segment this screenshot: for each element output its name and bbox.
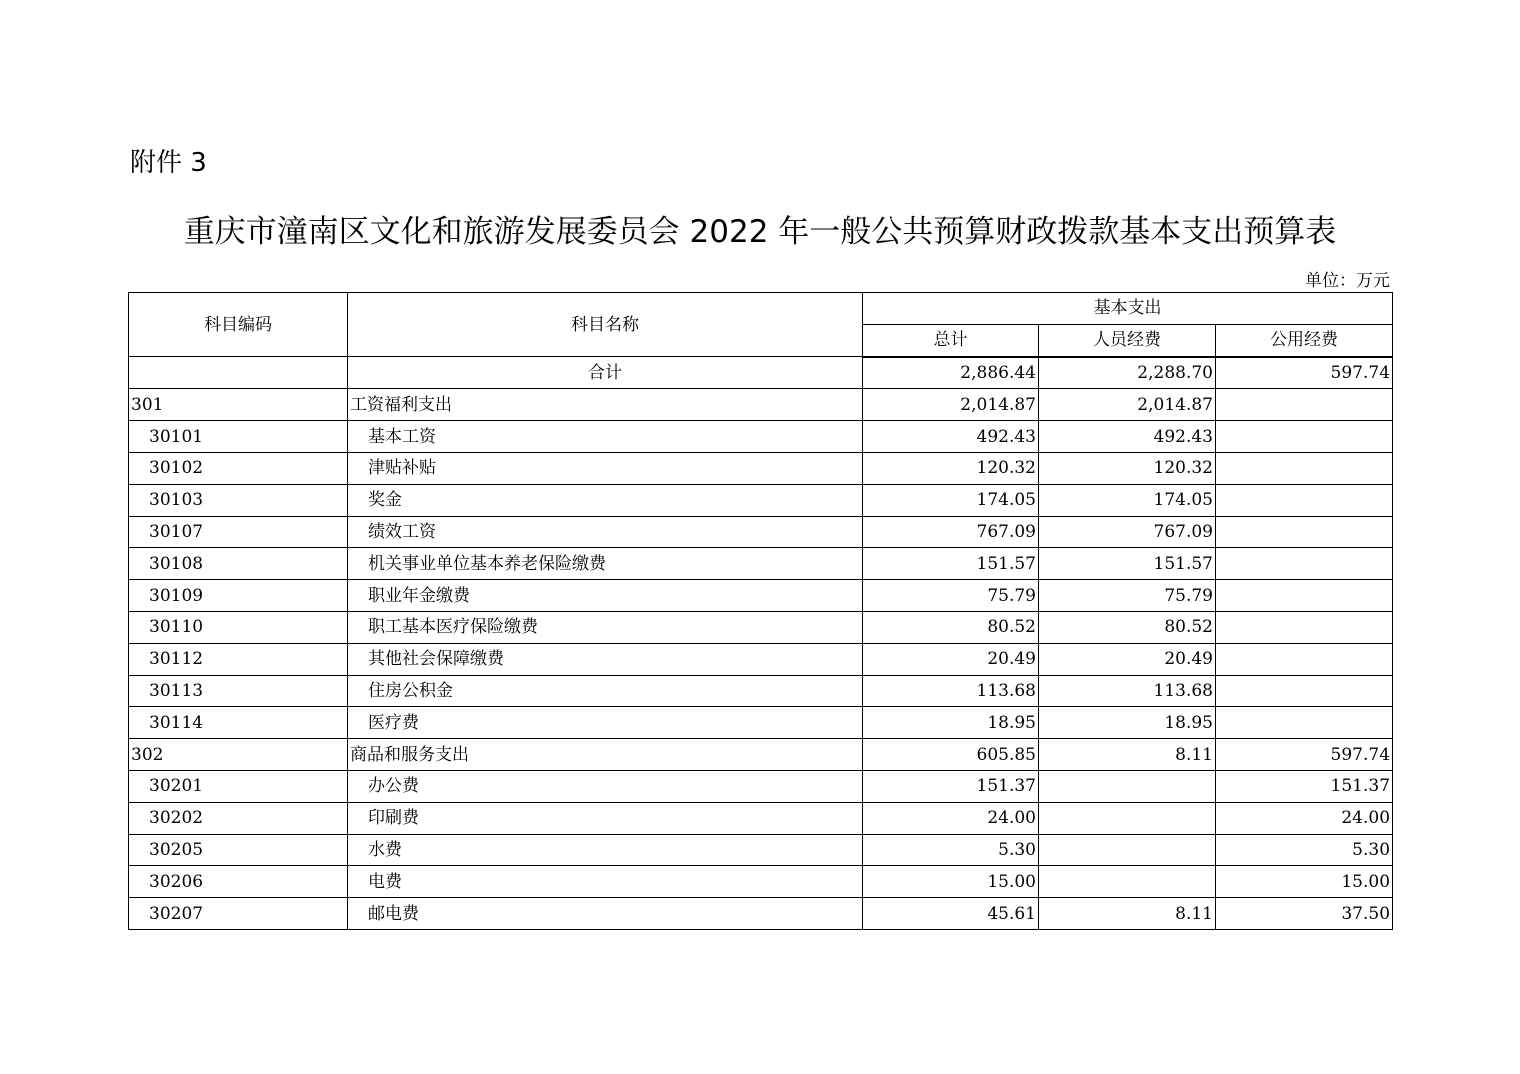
cell-total: 45.61 xyxy=(863,898,1039,930)
cell-personnel: 767.09 xyxy=(1039,516,1216,548)
cell-personnel: 174.05 xyxy=(1039,484,1216,516)
cell-name: 医疗费 xyxy=(348,707,863,739)
cell-personnel: 113.68 xyxy=(1039,675,1216,707)
header-code: 科目编码 xyxy=(129,293,348,357)
header-public: 公用经费 xyxy=(1216,324,1393,356)
cell-total: 24.00 xyxy=(863,802,1039,834)
cell-personnel: 2,288.70 xyxy=(1039,357,1216,389)
cell-personnel xyxy=(1039,802,1216,834)
cell-code: 30103 xyxy=(129,484,348,516)
cell-code: 30101 xyxy=(129,421,348,453)
cell-total: 113.68 xyxy=(863,675,1039,707)
cell-name: 合计 xyxy=(348,357,863,389)
unit-label: 单位：万元 xyxy=(1305,271,1390,291)
table-row xyxy=(129,866,1393,898)
table-row xyxy=(129,421,1393,453)
cell-personnel: 8.11 xyxy=(1039,898,1216,930)
cell-code: 30110 xyxy=(129,611,348,643)
table-row xyxy=(129,611,1393,643)
cell-public xyxy=(1216,452,1393,484)
table-row xyxy=(129,643,1393,675)
cell-name: 工资福利支出 xyxy=(348,389,863,421)
cell-name: 电费 xyxy=(348,866,863,898)
page-title: 重庆市潼南区文化和旅游发展委员会 2022 年一般公共预算财政拨款基本支出预算表 xyxy=(183,214,1337,250)
cell-total: 5.30 xyxy=(863,834,1039,866)
cell-personnel: 492.43 xyxy=(1039,421,1216,453)
header-name: 科目名称 xyxy=(348,293,863,357)
table-row xyxy=(129,802,1393,834)
cell-total: 492.43 xyxy=(863,421,1039,453)
cell-public: 15.00 xyxy=(1216,866,1393,898)
table-row xyxy=(129,707,1393,739)
cell-total: 605.85 xyxy=(863,739,1039,771)
cell-public: 37.50 xyxy=(1216,898,1393,930)
cell-total: 75.79 xyxy=(863,580,1039,612)
cell-personnel xyxy=(1039,834,1216,866)
table-row xyxy=(129,484,1393,516)
cell-code: 30207 xyxy=(129,898,348,930)
table-row xyxy=(129,389,1393,421)
table-row xyxy=(129,898,1393,930)
cell-personnel xyxy=(1039,770,1216,802)
cell-name: 基本工资 xyxy=(348,421,863,453)
cell-code: 30109 xyxy=(129,580,348,612)
cell-code: 301 xyxy=(129,389,348,421)
cell-public: 151.37 xyxy=(1216,770,1393,802)
cell-name: 机关事业单位基本养老保险缴费 xyxy=(348,548,863,580)
cell-code: 30206 xyxy=(129,866,348,898)
table-row xyxy=(129,770,1393,802)
table-header xyxy=(129,293,1393,357)
cell-total: 18.95 xyxy=(863,707,1039,739)
cell-total: 15.00 xyxy=(863,866,1039,898)
cell-code: 30202 xyxy=(129,802,348,834)
cell-personnel: 20.49 xyxy=(1039,643,1216,675)
cell-public: 597.74 xyxy=(1216,357,1393,389)
cell-code: 302 xyxy=(129,739,348,771)
cell-public xyxy=(1216,421,1393,453)
cell-name: 印刷费 xyxy=(348,802,863,834)
cell-code: 30108 xyxy=(129,548,348,580)
cell-code: 30112 xyxy=(129,643,348,675)
cell-total: 767.09 xyxy=(863,516,1039,548)
cell-personnel: 18.95 xyxy=(1039,707,1216,739)
cell-name: 商品和服务支出 xyxy=(348,739,863,771)
cell-code: 30107 xyxy=(129,516,348,548)
cell-personnel: 120.32 xyxy=(1039,452,1216,484)
cell-personnel: 75.79 xyxy=(1039,580,1216,612)
cell-total: 2,886.44 xyxy=(863,357,1039,389)
cell-public: 5.30 xyxy=(1216,834,1393,866)
cell-code: 30201 xyxy=(129,770,348,802)
table-body xyxy=(129,357,1393,930)
budget-table xyxy=(128,292,1393,930)
cell-personnel xyxy=(1039,866,1216,898)
cell-code xyxy=(129,357,348,389)
cell-code: 30114 xyxy=(129,707,348,739)
cell-public xyxy=(1216,611,1393,643)
cell-code: 30113 xyxy=(129,675,348,707)
cell-personnel: 151.57 xyxy=(1039,548,1216,580)
cell-name: 住房公积金 xyxy=(348,675,863,707)
cell-public xyxy=(1216,643,1393,675)
table-row xyxy=(129,516,1393,548)
cell-personnel: 80.52 xyxy=(1039,611,1216,643)
cell-public xyxy=(1216,707,1393,739)
cell-name: 职业年金缴费 xyxy=(348,580,863,612)
cell-public: 24.00 xyxy=(1216,802,1393,834)
attachment-label: 附件 3 xyxy=(130,148,207,178)
cell-total: 151.57 xyxy=(863,548,1039,580)
cell-code: 30102 xyxy=(129,452,348,484)
cell-total: 80.52 xyxy=(863,611,1039,643)
cell-personnel: 8.11 xyxy=(1039,739,1216,771)
cell-public xyxy=(1216,580,1393,612)
header-personnel: 人员经费 xyxy=(1039,324,1216,356)
cell-name: 奖金 xyxy=(348,484,863,516)
cell-name: 其他社会保障缴费 xyxy=(348,643,863,675)
cell-name: 办公费 xyxy=(348,770,863,802)
cell-name: 津贴补贴 xyxy=(348,452,863,484)
table-row xyxy=(129,548,1393,580)
cell-name: 邮电费 xyxy=(348,898,863,930)
table-row xyxy=(129,739,1393,771)
cell-total: 174.05 xyxy=(863,484,1039,516)
table-row xyxy=(129,580,1393,612)
cell-public xyxy=(1216,675,1393,707)
cell-total: 151.37 xyxy=(863,770,1039,802)
cell-total: 2,014.87 xyxy=(863,389,1039,421)
cell-name: 职工基本医疗保险缴费 xyxy=(348,611,863,643)
cell-code: 30205 xyxy=(129,834,348,866)
header-basic-expenditure: 基本支出 xyxy=(863,293,1393,325)
cell-name: 绩效工资 xyxy=(348,516,863,548)
table-row xyxy=(129,452,1393,484)
cell-total: 120.32 xyxy=(863,452,1039,484)
cell-public xyxy=(1216,484,1393,516)
table-row xyxy=(129,357,1393,389)
cell-total: 20.49 xyxy=(863,643,1039,675)
table-row xyxy=(129,675,1393,707)
cell-personnel: 2,014.87 xyxy=(1039,389,1216,421)
cell-public xyxy=(1216,389,1393,421)
cell-public xyxy=(1216,516,1393,548)
cell-public: 597.74 xyxy=(1216,739,1393,771)
header-total: 总计 xyxy=(863,324,1039,356)
cell-public xyxy=(1216,548,1393,580)
table-row xyxy=(129,834,1393,866)
cell-name: 水费 xyxy=(348,834,863,866)
